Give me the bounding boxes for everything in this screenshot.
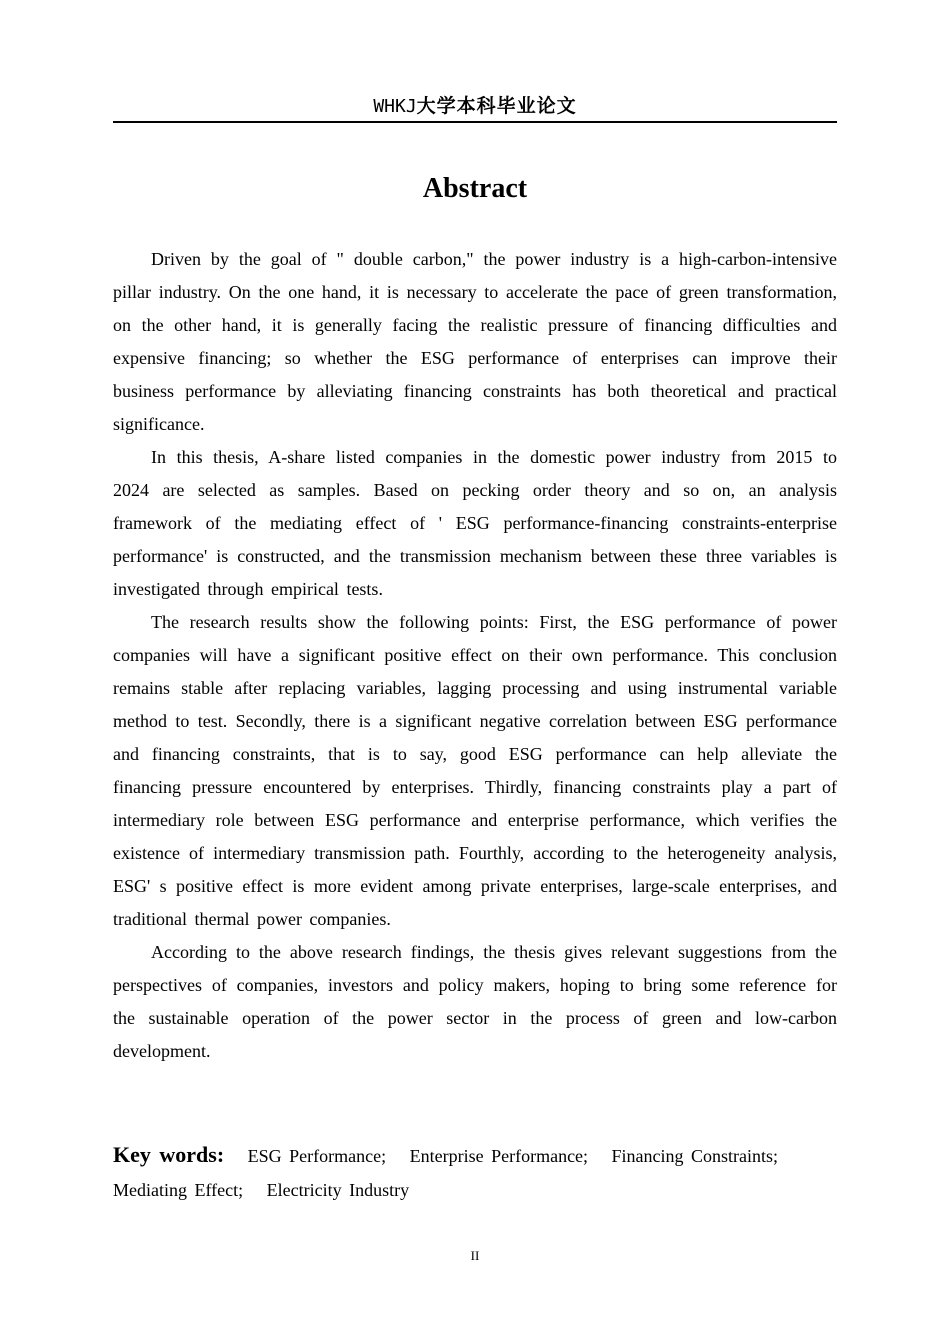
running-header (113, 92, 837, 120)
keyword-item: Financing Constraints; (611, 1146, 779, 1166)
abstract-paragraph-3: The research results show the following points: First, the ESG performance of power companies will have a significant positive effect on their own performance. This conclusion remains stable after replacing variables, lagging processing and using instrumental variable method to test. Secondly, there is a significant negative correlation between ESG performance and financing constraints, that is to say, good ESG performance can help alleviate the financing pressure encountered by enterprises. Thirdly, financing constraints play a part of intermediary role between ESG performance and enterprise performance, which verifies the existence of intermediary transmission path. Fourthly, according to the heterogeneity analysis, ESG' s positive effect is more evident among private enterprises, large-scale enterprises, and traditional thermal power companies. (113, 612, 837, 929)
keyword-item: ESG Performance; (247, 1146, 387, 1166)
keyword-item: Mediating Effect; (113, 1180, 244, 1200)
abstract-body (113, 243, 837, 1068)
abstract-paragraph-2: In this thesis, A-share listed companies in the domestic power industry from 2015 to 2024 are selected as samples. Based on pecking order theory and so on, an analysis framework of the mediating effect of ' ESG performance-financing constraints-enterprise performance' is constructed, and the transmission mechanism between these three variables is investigated through empirical tests. (113, 447, 837, 599)
keyword-item: Electricity Industry (266, 1180, 410, 1200)
keyword-item: Enterprise Performance; (409, 1146, 589, 1166)
abstract-paragraph-1: Driven by the goal of " double carbon," the power industry is a high-carbon-intensive pillar industry. On the one hand, it is necessary to accelerate the pace of green transformation, on the other hand, it is generally facing the realistic pressure of financing difficulties and expensive financing; so whether the ESG performance of enterprises can improve their business performance by alleviating financing constraints has both theoretical and practical significance. (113, 249, 837, 434)
header-thesis-label: 大学本科毕业论文 (416, 95, 577, 117)
page-title: Abstract (422, 173, 528, 204)
keywords-section (113, 1138, 837, 1207)
abstract-paragraph-4: According to the above research findings, the thesis gives relevant suggestions from the perspectives of companies, investors and policy makers, hoping to bring some reference for the sustainable operation of the power sector in the process of green and low-carbon development. (113, 942, 837, 1061)
header-university-code: WHKJ (373, 96, 417, 117)
keywords-label: Key words: (113, 1142, 225, 1167)
page-number: II (470, 1248, 480, 1263)
header-rule (113, 121, 837, 123)
